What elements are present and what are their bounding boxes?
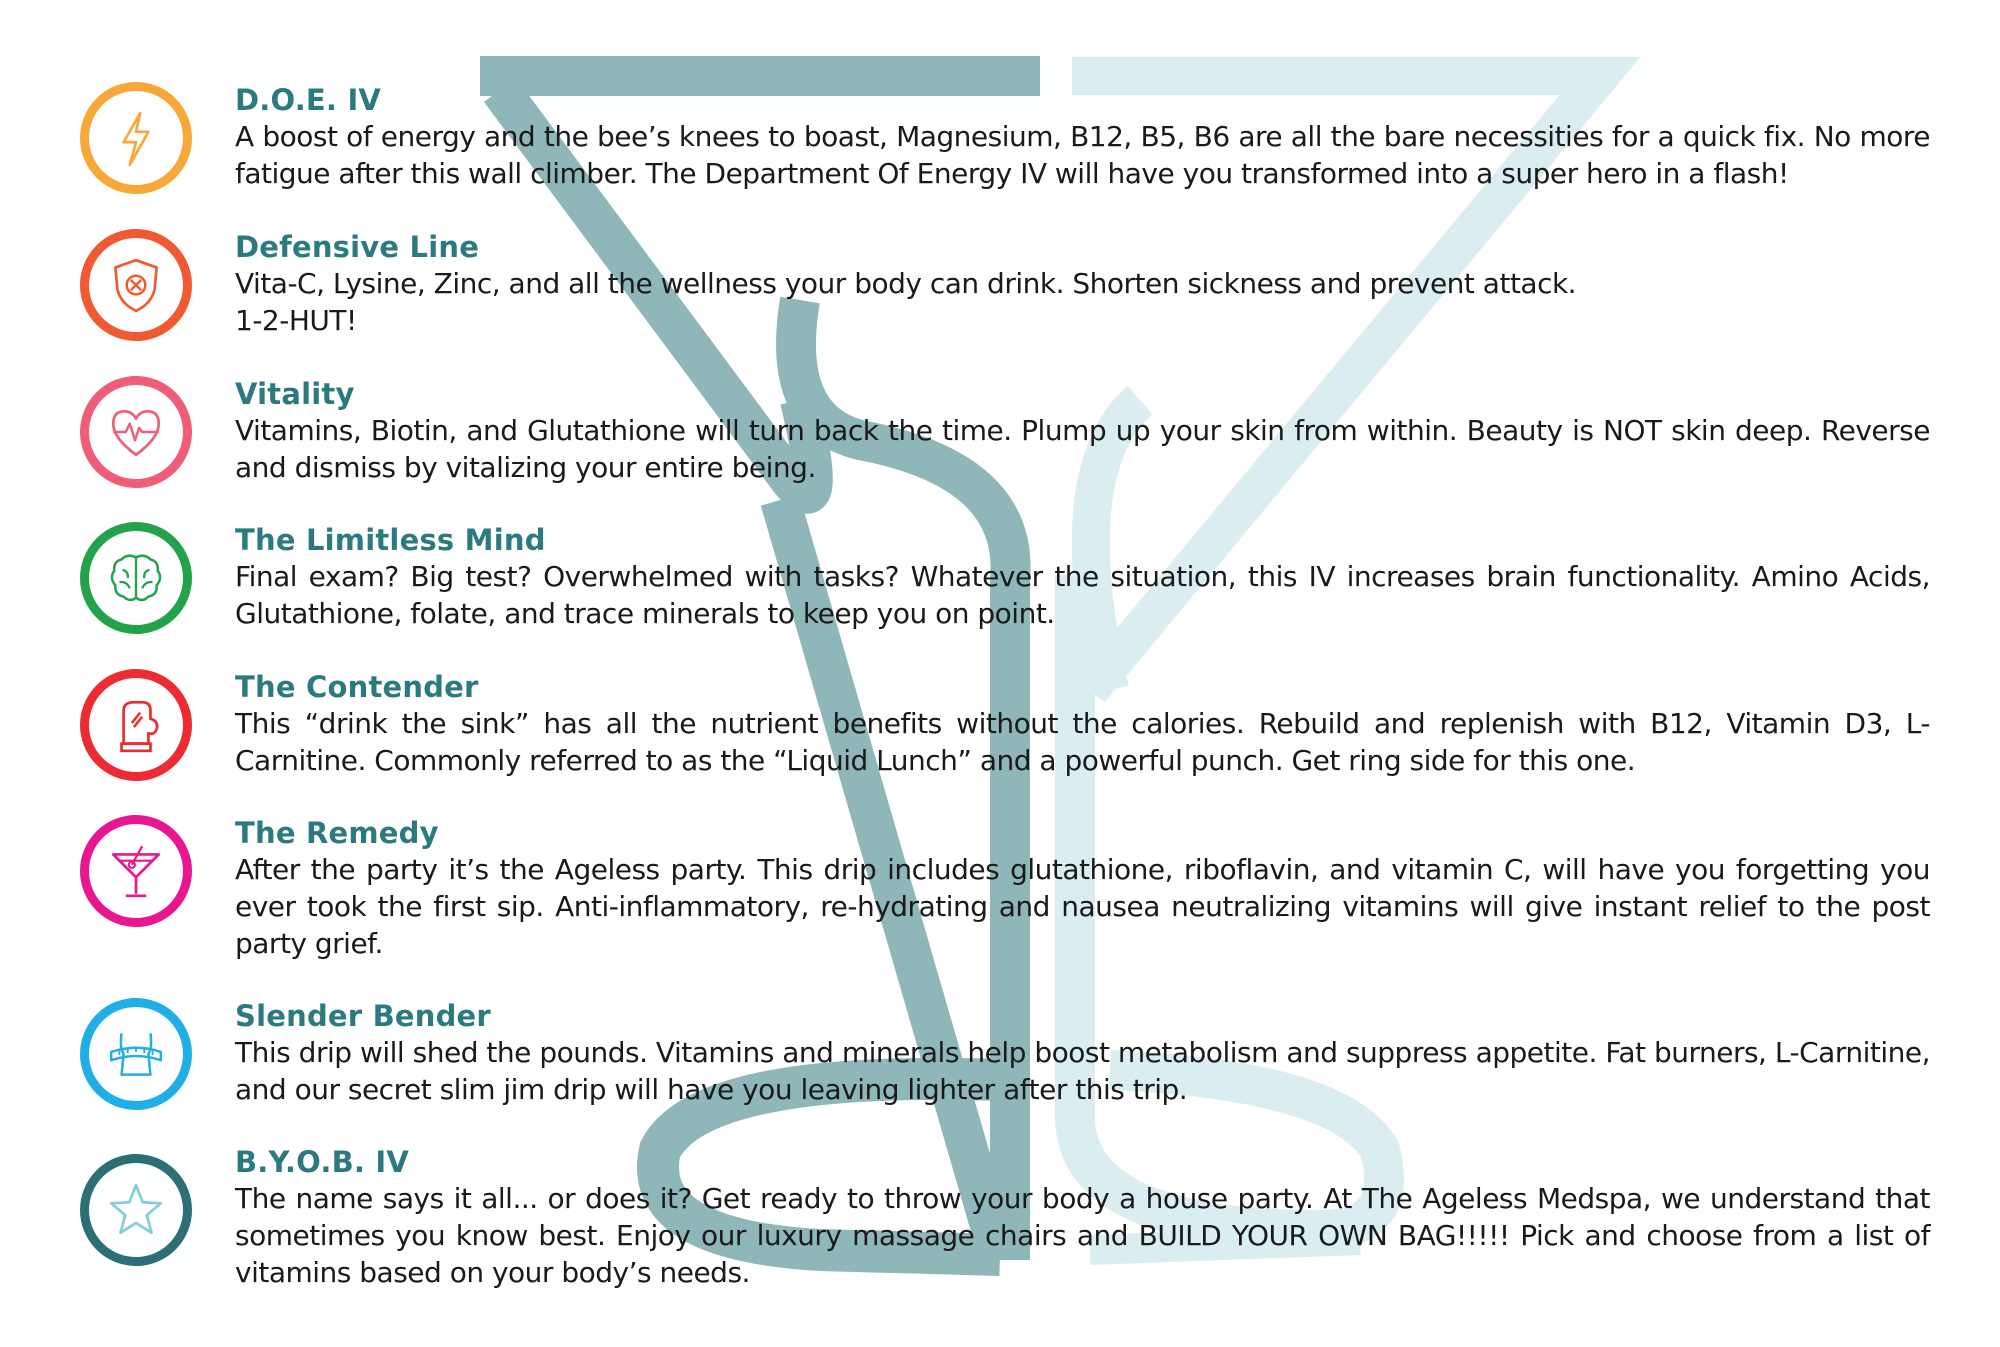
item-text [235,82,1930,192]
item-text [235,376,1930,486]
item-text [235,522,1930,632]
icon-circle [80,998,192,1110]
icon-circle [80,376,192,488]
item-title: Defensive Line [235,230,480,264]
icon-circle [80,522,192,634]
item-description: Vitamins, Biotin, and Glutathione will turn back the time. Plump up your skin from within. Beauty is NOT skin deep. Reverse and dismiss by vitalizing your entire being. [235,414,1930,484]
icon-circle [80,82,192,194]
martini-icon [105,840,167,902]
boxing-glove-icon [105,694,167,756]
item-text [235,1144,1930,1291]
item-text [235,669,1930,779]
measuring-tape-waist-icon [105,1023,167,1085]
item-description-line-2: 1-2-HUT! [235,304,357,337]
item-text [235,998,1930,1108]
star-icon [105,1179,167,1241]
item-title: B.Y.O.B. IV [235,1145,410,1179]
item-description: After the party it’s the Ageless party. This drip includes glutathione, riboflavin, and vitamin C, will have you forgetting you ever took the first sip. Anti-inflammatory, re-hydrating and nausea neutralizing vitamins will give instant relief to the post party grief. [235,853,1930,960]
brain-icon [105,547,167,609]
item-description: The name says it all... or does it? Get ready to throw your body a house party. At The Ageless Medspa, we understand that sometimes you know best. Enjoy our luxury massage chairs and BUILD YOUR OWN BAG!!!!! Pick and choose from a list of vitamins based on your body’s needs. [235,1182,1930,1289]
item-title: The Limitless Mind [235,523,546,557]
lightning-bolt-icon [105,107,167,169]
item-description: This drip will shed the pounds. Vitamins and minerals help boost metabolism and suppress appetite. Fat burners, L-Carnitine, and our secret slim jim drip will have you leaving lighter after this trip. [235,1036,1930,1106]
item-title: Vitality [235,377,355,411]
item-description: A boost of energy and the bee’s knees to boast, Magnesium, B12, B5, B6 are all the bare necessities for a quick fix. No more fatigue after this wall climber. The Department Of Energy IV will have you transformed into a super hero in a flash! [235,120,1930,190]
item-description: Vita-C, Lysine, Zinc, and all the wellness your body can drink. Shorten sickness and prevent attack. [235,267,1577,300]
item-title: The Remedy [235,816,439,850]
heartbeat-icon [105,401,167,463]
item-text [235,815,1930,962]
item-title: D.O.E. IV [235,83,382,117]
icon-circle [80,229,192,341]
item-title: Slender Bender [235,999,491,1033]
shield-icon [105,254,167,316]
icon-circle [80,815,192,927]
item-description: This “drink the sink” has all the nutrient benefits without the calories. Rebuild and replenish with B12, Vitamin D3, L-Carnitine. Commonly referred to as the “Liquid Lunch” and a powerful punch. Get ring side for this one. [235,707,1930,777]
icon-circle [80,1154,192,1266]
item-title: The Contender [235,670,479,704]
icon-circle [80,669,192,781]
item-text [235,229,1930,339]
item-description: Final exam? Big test? Overwhelmed with tasks? Whatever the situation, this IV increases brain functionality. Amino Acids, Glutathione, folate, and trace minerals to keep you on point. [235,560,1930,630]
